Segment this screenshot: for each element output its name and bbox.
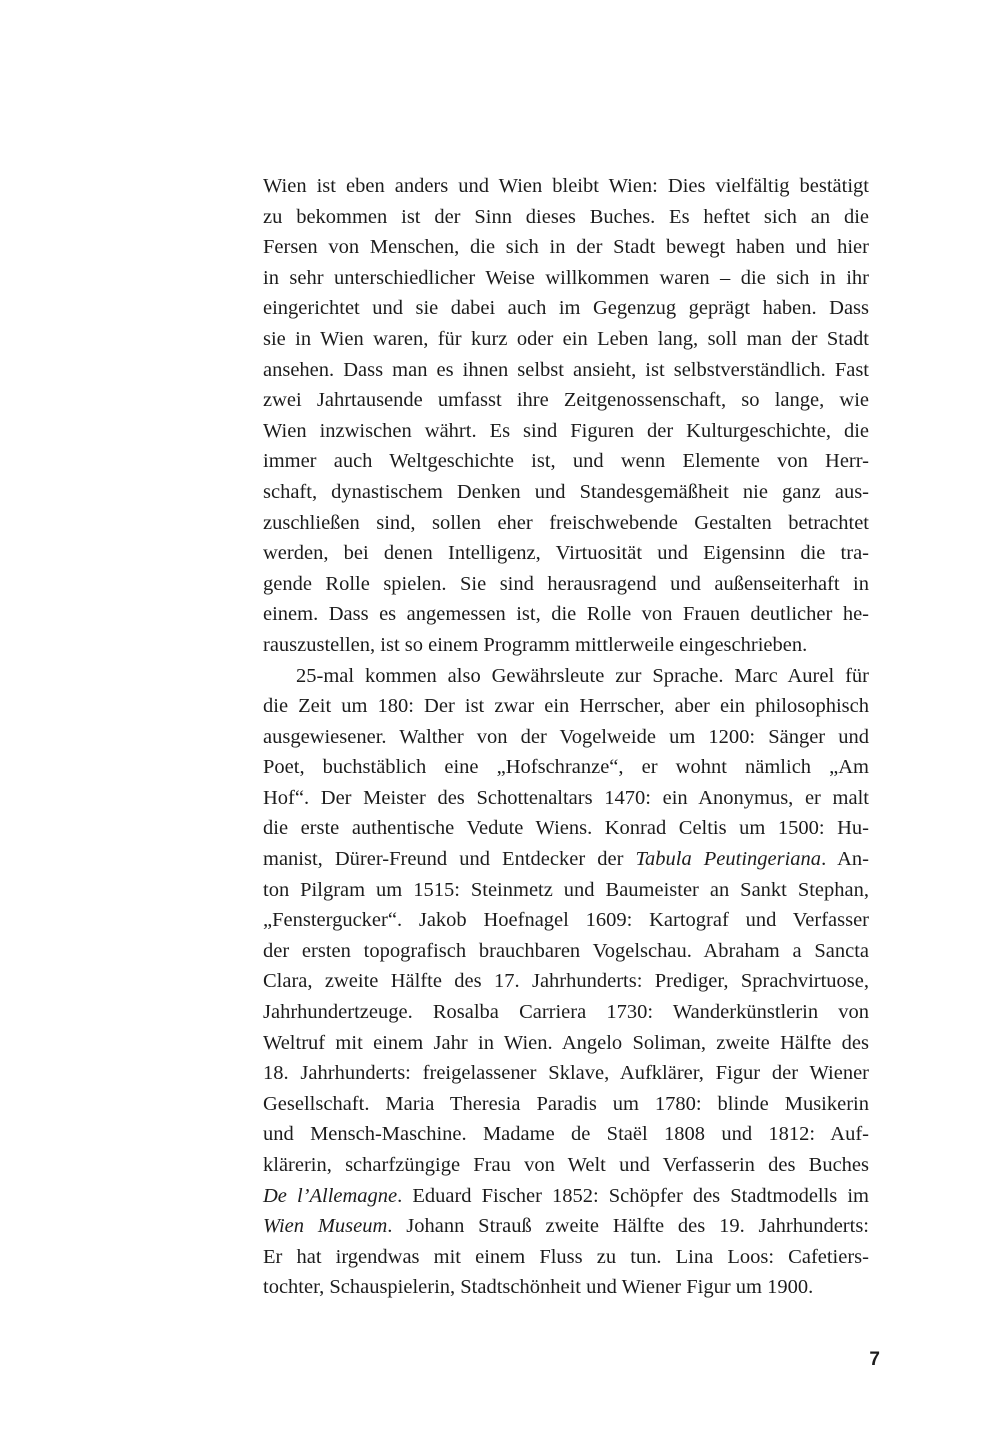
text-line: die Zeit um 180: Der ist zwar ein Herrscher, aber ein philosophisch <box>263 695 869 718</box>
text-line: 25-mal kommen also Gewährsleute zur Sprache. Marc Aurel für <box>296 664 869 687</box>
text-line: sie in Wien waren, für kurz oder ein Leben lang, soll man der Stadt <box>263 327 869 350</box>
text-line: manist, Dürer-Freund und Entdecker der Tabula Peutingeriana. An- <box>263 848 870 871</box>
text-line: Er hat irgendwas mit einem Fluss zu tun. Lina Loos: Cafetiers- <box>263 1245 869 1268</box>
body-text <box>263 171 869 1303</box>
text-line: der ersten topografisch brauchbaren Vogelschau. Abraham a Sancta <box>263 939 869 962</box>
text-line: die erste authentische Vedute Wiens. Konrad Celtis um 1500: Hu- <box>263 817 869 840</box>
text-line: in sehr unterschiedlicher Weise willkommen waren – die sich in ihr <box>263 266 869 289</box>
text-line: eingerichtet und sie dabei auch im Gegenzug geprägt haben. Dass <box>263 297 869 320</box>
text-line: Poet, buchstäblich eine „Hofschranze“, er wohnt nämlich „Am <box>263 756 869 779</box>
text-line: zuschließen sind, sollen eher freischwebende Gestalten betrachtet <box>263 511 869 534</box>
text-line: zwei Jahrtausende umfasst ihre Zeitgenossenschaft, so lange, wie <box>263 389 869 412</box>
text-line: klärerin, scharfzüngige Frau von Welt und Verfasserin des Buches <box>263 1154 869 1176</box>
text-line: Fersen von Menschen, die sich in der Stadt bewegt haben und hier <box>263 236 869 259</box>
page-number: 7 <box>869 1349 880 1370</box>
text-line: ausgewiesener. Walther von der Vogelweide um 1200: Sänger und <box>263 725 869 748</box>
text-line: 18. Jahrhunderts: freigelassener Sklave, Aufklärer, Figur der Wiener <box>263 1062 869 1085</box>
text-line: und Mensch-Maschine. Madame de Staël 1808 und 1812: Auf- <box>263 1123 869 1146</box>
text-line: zu bekommen ist der Sinn dieses Buches. Es heftet sich an die <box>263 205 869 228</box>
text-line: ton Pilgram um 1515: Steinmetz und Baumeister an Sankt Stephan, <box>263 878 869 901</box>
text-line: gende Rolle spielen. Sie sind herausragend und außenseiterhaft in <box>263 572 869 595</box>
text-line: werden, bei denen Intelligenz, Virtuosität und Eigensinn die tra- <box>263 542 869 565</box>
paragraph <box>263 661 869 1303</box>
text-line: Hof“. Der Meister des Schottenaltars 1470: ein Anonymus, er malt <box>263 786 869 809</box>
text-line: Wien ist eben anders und Wien bleibt Wien: Dies vielfältig bestätigt <box>263 175 869 197</box>
text-line: Gesellschaft. Maria Theresia Paradis um 1780: blinde Musikerin <box>263 1092 869 1115</box>
text-line: einem. Dass es angemessen ist, die Rolle von Frauen deutlicher he- <box>263 603 869 626</box>
text-line: De l’Allemagne. Eduard Fischer 1852: Schöpfer des Stadtmodells im <box>263 1184 869 1207</box>
text-line: Weltruf mit einem Jahr in Wien. Angelo Soliman, zweite Hälfte des <box>263 1031 869 1054</box>
text-line: tochter, Schauspielerin, Stadtschönheit und Wiener Figur um 1900. <box>263 1276 814 1299</box>
text-line: „Fenstergucker“. Jakob Hoefnagel 1609: Kartograf und Verfasser <box>263 909 869 932</box>
text-line: schaft, dynastischem Denken und Standesgemäßheit nie ganz aus- <box>263 480 869 503</box>
text-line: immer auch Weltgeschichte ist, und wenn Elemente von Herr- <box>263 450 869 473</box>
text-line: Clara, zweite Hälfte des 17. Jahrhunderts: Prediger, Sprachvirtuose, <box>263 970 869 993</box>
text-line: Wien Museum. Johann Strauß zweite Hälfte des 19. Jahrhunderts: <box>263 1215 869 1238</box>
text-line: Jahrhundertzeuge. Rosalba Carriera 1730: Wanderkünstlerin von <box>263 1001 869 1024</box>
paragraph <box>263 171 869 661</box>
text-line: Wien inzwischen währt. Es sind Figuren der Kulturgeschichte, die <box>263 419 869 442</box>
text-line: rauszustellen, ist so einem Programm mittlerweile eingeschrieben. <box>263 633 808 656</box>
text-line: ansehen. Dass man es ihnen selbst ansieht, ist selbstverständlich. Fast <box>263 358 869 381</box>
